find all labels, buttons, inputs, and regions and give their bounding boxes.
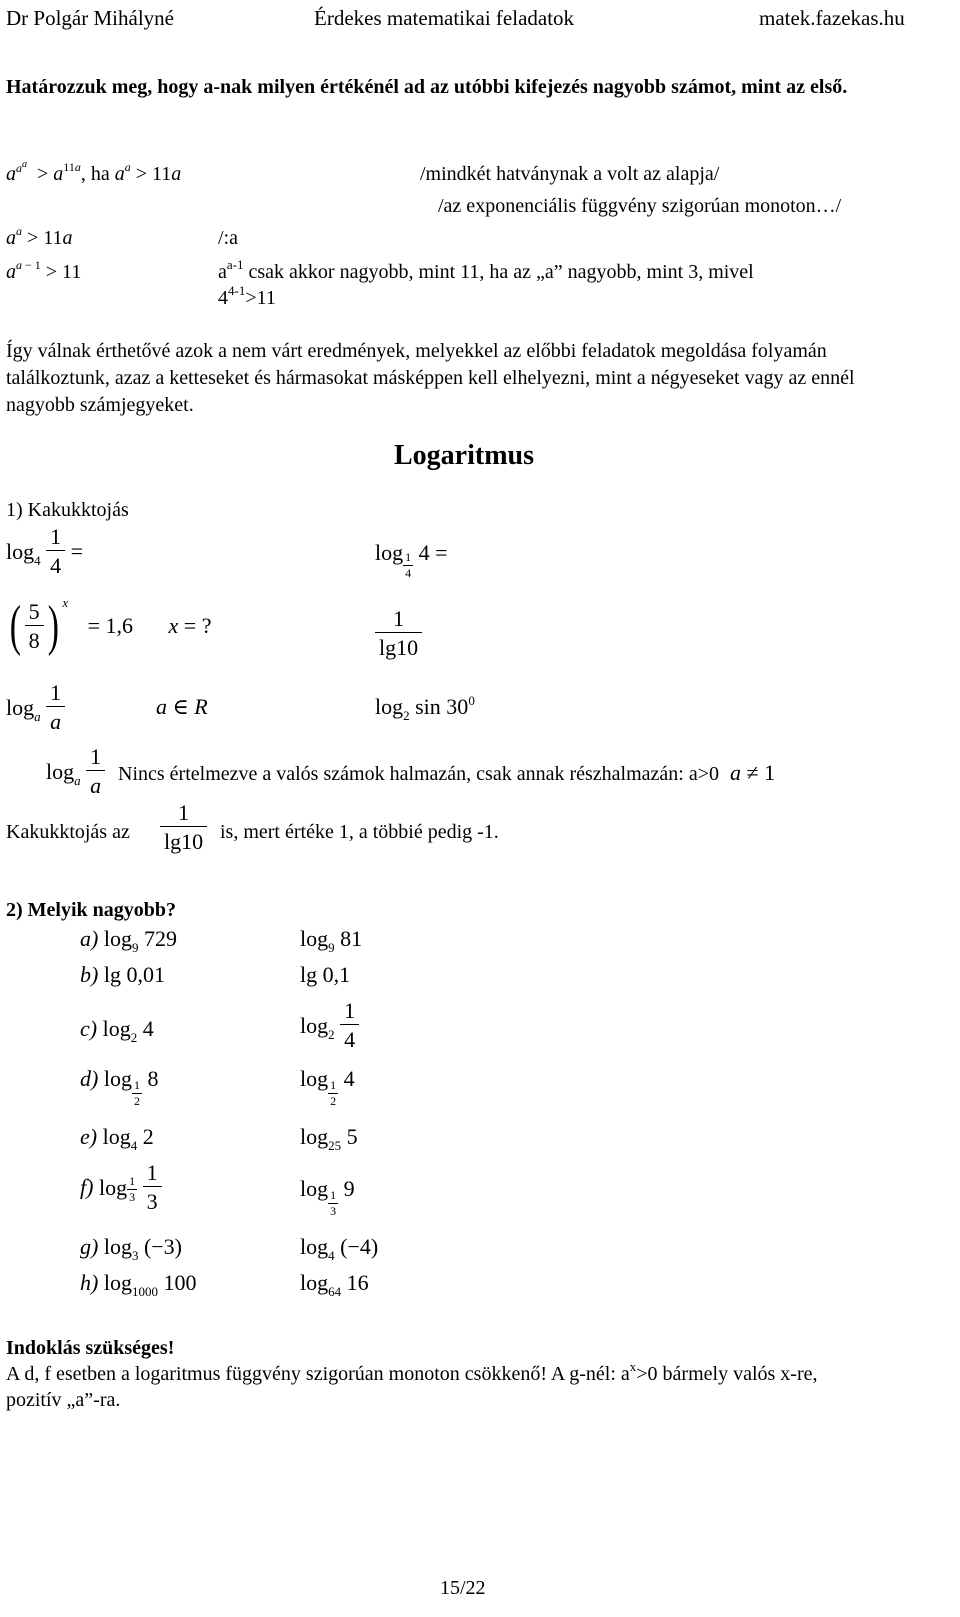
explain-rest: csak akkor nagyobb, mint 11, ha az „a” nagyobb, mint 3, mivel: [243, 261, 754, 283]
expr-power-fraction: ( $\frac{5}{8}$ ) $^x$ = 1,6 x = ?: [9, 595, 212, 657]
div-note: /:a: [218, 227, 238, 249]
row-label: f): [80, 1174, 94, 1200]
expr-one-over-lg10: $\frac{1}{\lg 10}$: [375, 606, 422, 661]
indoklas-heading: Indoklás szükséges!: [6, 1337, 175, 1359]
formula-line-2: $a^a > 11a$: [6, 224, 73, 249]
task2-row-c-left: c) $\log_2 4$: [80, 1016, 154, 1045]
explain-base: a: [218, 261, 227, 283]
kakukk-prefix: Kakukktojás az: [6, 821, 130, 843]
expr-log2-sin30: $\log_2 \sin 30^0$: [375, 693, 475, 723]
header-author: Dr Polgár Mihályné: [6, 6, 174, 30]
task2-row-e-left: e) $\log_4 2$: [80, 1124, 154, 1153]
task2-row-g-right: $\log_4 (-4)$: [300, 1234, 379, 1263]
expr-loga-nincs: $\log_a$ $\frac{1}{a}$: [46, 744, 105, 799]
task2-row-f-left: f) log $\frac{1}{3}$ $\frac{1}{3}$: [80, 1160, 162, 1215]
header-site: matek.fazekas.hu: [759, 6, 905, 30]
kakukk-fraction: $\frac{1}{\lg 10}$: [160, 800, 207, 855]
task2-row-b-left: b) lg 0,01: [80, 962, 165, 987]
formula-line-3: $a^{a - 1} > 11$: [6, 258, 82, 283]
note-2: /az exponenciális függvény szigorúan monoton…/: [438, 195, 842, 217]
task2-row-g-left: g) $\log_3 (-3)$: [80, 1234, 183, 1263]
row-label: e): [80, 1124, 98, 1149]
task2-row-h-left: h) $\log_{1000} 100$: [80, 1270, 197, 1299]
task2-row-d-left: d) log $\frac{1}{2}$ 8: [80, 1066, 159, 1108]
row-label: d): [80, 1066, 99, 1091]
row-label: a): [80, 926, 99, 951]
explain2-base: 4: [218, 287, 228, 309]
task2-row-a-right: $\log_9 81$: [300, 926, 363, 955]
formula-line-1: $a^{a^a} > a^{11a}$, ha $a^a > 11a$: [6, 159, 182, 185]
footer-text-line2: pozitív „a”-ra.: [6, 1389, 121, 1411]
explanation-2: [218, 283, 276, 309]
footer-part2: >0 bármely valós x-re,: [636, 1363, 818, 1385]
note-1: /mindkét hatványnak a volt az alapja/: [420, 163, 720, 185]
task2-row-h-right: $\log_{64} 16$: [300, 1270, 369, 1299]
task2-row-f-right: log $\frac{1}{3}$ 9: [300, 1176, 355, 1218]
page-number: 15/22: [440, 1577, 486, 1599]
row-label: b): [80, 962, 99, 987]
intro-paragraph: Így válnak érthetővé azok a nem várt eredmények, melyekkel az előbbi feladatok megoldása folyamán találkoztunk, azaz a ketteseket és hármasokat másképpen kell elhelyezni, mint a négyeseket vagy az ennél nagyobb számjegyeket.: [6, 340, 855, 416]
expr-log-quarter-4: log $\frac{1}{4}$ 4 =: [375, 540, 448, 580]
task2-row-e-right: $\log_{25} 5$: [300, 1124, 358, 1153]
row-label: h): [80, 1270, 99, 1295]
expr-log4-quarter: $\log_4$ $\frac{1}{4}$ =: [6, 524, 84, 578]
explain-exp: a-1: [226, 257, 244, 272]
task2-heading: 2) Melyik nagyobb?: [6, 899, 177, 921]
expr-a-in-R: a ∈ R: [156, 694, 208, 719]
footer-sup: x: [629, 1359, 637, 1374]
explanation-1: [218, 257, 754, 283]
explain2-exp: 4-1: [228, 283, 246, 298]
task2-row-b-right: lg 0,1: [300, 962, 351, 987]
task2-row-a-left: a) $\log_9 729$: [80, 926, 177, 955]
explain2-rest: >11: [245, 287, 276, 309]
row-label: g): [80, 1234, 99, 1259]
row-label: c): [80, 1016, 98, 1041]
footer-text-line1: [6, 1359, 818, 1385]
task2-row-d-right: log $\frac{1}{2}$ 4: [300, 1066, 355, 1108]
expr-loga-one-over-a: $\log_a$ $\frac{1}{a}$: [6, 680, 65, 735]
task2-row-c-right: $\log_2$ $\frac{1}{4}$: [300, 998, 359, 1053]
kakukk-suffix: is, mert értéke 1, a többié pedig -1.: [220, 821, 499, 843]
footer-part1: A d, f esetben a logaritmus függvény szigorúan monoton csökkenő! A g-nél: a: [6, 1363, 630, 1385]
section-title: Logaritmus: [394, 440, 534, 471]
nincs-text: Nincs értelmezve a valós számok halmazán, csak annak részhalmazán: a>0: [118, 763, 720, 785]
task1-heading: 1) Kakukktojás: [6, 499, 129, 521]
nincs-line: Nincs értelmezve a valós számok halmazán, csak annak részhalmazán: a>0 a ≠ 1: [118, 760, 776, 785]
intro-question: Határozzuk meg, hogy a-nak milyen értékénél ad az utóbbi kifejezés nagyobb számot, mint az első.: [6, 76, 848, 98]
header-title: Érdekes matematikai feladatok: [314, 6, 575, 30]
